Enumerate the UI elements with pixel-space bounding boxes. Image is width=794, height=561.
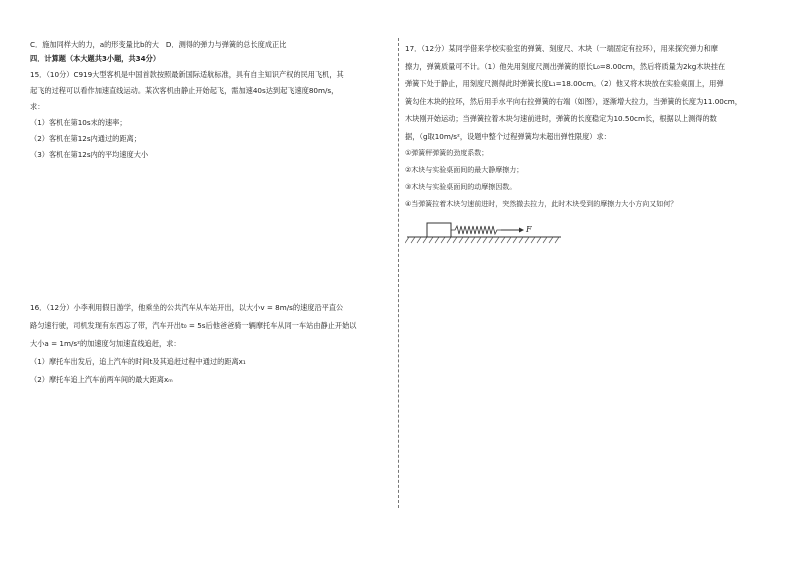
force-arrow-head [519,228,524,233]
q16-stem-line3: 大小a = 1m/s²的加速度匀加速直线追赶，求： [30,339,181,348]
q17-line5: 木块刚开始运动；当弹簧拉着木块匀速前进时，弹簧的长度稳定为10.50cm长，根据以上测得的数 [405,114,717,123]
q16-stem-line1: 16．（12分）小李利用假日游学，他乘坐的公共汽车从车站开出，以大小v = 8m/s的速度沿平直公 [30,303,344,312]
q17-line3: 弹簧下处于静止，用刻度尺测得此时弹簧长度L₁=18.00cm。（2）他又将木块放在实验桌面上，用弹 [405,79,724,88]
q17-line1: 17．（12分）某同学借来学校实验室的弹簧、刻度尺、木块（一端固定有拉环），用来探究弹力和摩 [405,44,718,53]
q17-line4: 簧勾住木块的拉环，然后用手水平向右拉弹簧的右端（如图），逐渐增大拉力，当弹簧的长度为11.00cm， [405,96,742,106]
spring-block-diagram [405,219,565,245]
q17-line6: 据，（g取10m/s²，设题中整个过程弹簧均未超出弹性限度）求： [405,131,611,141]
question-17 [405,40,777,249]
question-16 [30,299,395,389]
q15-sub1: （1）客机在第10s末的速率； [30,118,127,127]
q17-sub4: ④当弹簧拉着木块匀速前进时，突然撤去拉力，此时木块受到的摩擦力大小方向又如何？ [405,200,678,208]
q16-sub1: （1）摩托车出发后，追上汽车的时间t及其追赶过程中通过的距离x₁ [30,357,246,366]
left-column [30,40,395,163]
question-15 [30,67,395,163]
spring-coil [451,226,501,234]
q17-sub3: ③木块与实验桌面间的动摩擦因数。 [405,183,517,191]
option-c-d-line [30,40,395,50]
q17-line2: 擦力，弹簧质量可不计。（1）他先用刻度尺测出弹簧的原长L₀=8.00cm，然后将质量为2kg木块挂在 [405,61,726,71]
q15-sub3: （3）客机在第12s内的平均速度大小 [30,150,149,159]
right-column [405,40,777,249]
section-heading: 四．计算题（本大题共3小题，共34分） [30,54,161,63]
q15-sub2: （2）客机在第12s内通过的距离； [30,134,141,143]
ground-hatching [405,237,559,243]
q16-stem-line2: 路匀速行驶，司机发现有东西忘了带，汽车开出t₀ = 5s后他爸爸骑一辆摩托车从同一车站由静止开始以 [30,321,357,330]
option-d: D．测得的弹力与弹簧的总长度成正比 [165,40,287,49]
spring-block-figure [405,219,777,249]
q17-sub1: ①弹簧秤弹簧的劲度系数； [405,149,489,157]
q15-stem-line1: 15．（10分）C919大型客机是中国首款按照最新国际适航标准，具有自主知识产权的民用飞机，其 [30,70,344,79]
q16-sub2: （2）摩托车追上汽车前两车间的最大距离xₘ [30,375,173,384]
column-divider [398,38,399,508]
option-c: C．施加同样大的力，a的形变量比b的大 [30,40,159,49]
force-label: F [526,225,532,234]
wooden-block [427,223,451,237]
q15-stem-line2: 起飞的过程可以看作加速直线运动。某次客机由静止开始起飞，需加速40s达到起飞速度80m/s， [30,86,339,95]
q17-sub2: ②木块与实验桌面间的最大静摩擦力； [405,166,524,174]
q15-stem-line3: 求： [30,102,45,111]
